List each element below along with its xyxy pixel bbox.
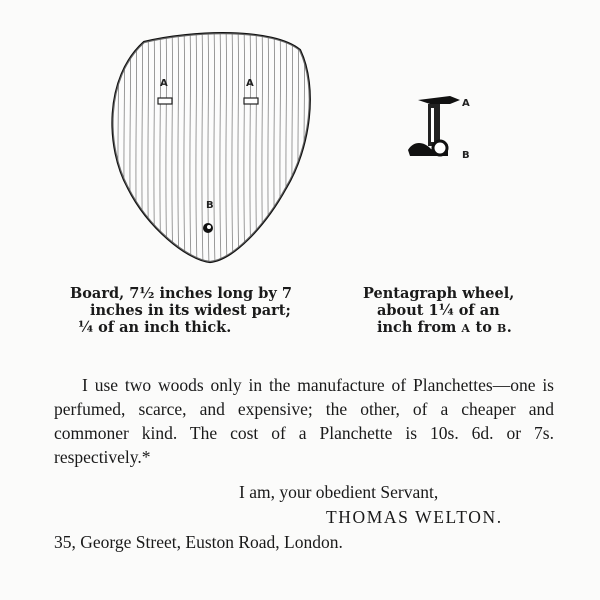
wheel-caption-line: inch from A to B. bbox=[377, 319, 512, 336]
letter-signature: THOMAS WELTON. bbox=[326, 507, 503, 527]
letter-body bbox=[54, 373, 554, 469]
wheel-caption bbox=[363, 285, 514, 337]
letter-paragraph: I use two woods only in the manufacture of Planchettes—one is perfumed, scarce, and expensive; the other, of a cheaper and commoner kind. The cost of a Planchette is 10s. 6d. or 7s. respectively.* bbox=[54, 375, 554, 467]
wheel-label-a: A bbox=[462, 98, 470, 109]
board-label-a-right: A bbox=[246, 78, 254, 89]
wheel-caption-line: Pentagraph wheel, bbox=[363, 285, 515, 302]
board-caption-line: ¼ of an inch thick. bbox=[78, 319, 232, 336]
board-caption bbox=[70, 285, 292, 336]
board-label-a-left: A bbox=[160, 78, 168, 89]
letter-closing: I am, your obedient Servant, bbox=[239, 482, 439, 502]
wheel-caption-line: about 1¼ of an bbox=[377, 302, 500, 319]
letter-address: 35, George Street, Euston Road, London. bbox=[54, 532, 343, 552]
board-caption-line: inches in its widest part; bbox=[90, 302, 291, 319]
board-caption-line: Board, 7½ inches long by 7 bbox=[70, 285, 292, 302]
pentagraph-wheel-illustration bbox=[400, 88, 490, 168]
planchette-board-illustration bbox=[104, 28, 314, 266]
board-label-b: B bbox=[206, 200, 214, 211]
wheel-label-b: B bbox=[462, 150, 470, 161]
